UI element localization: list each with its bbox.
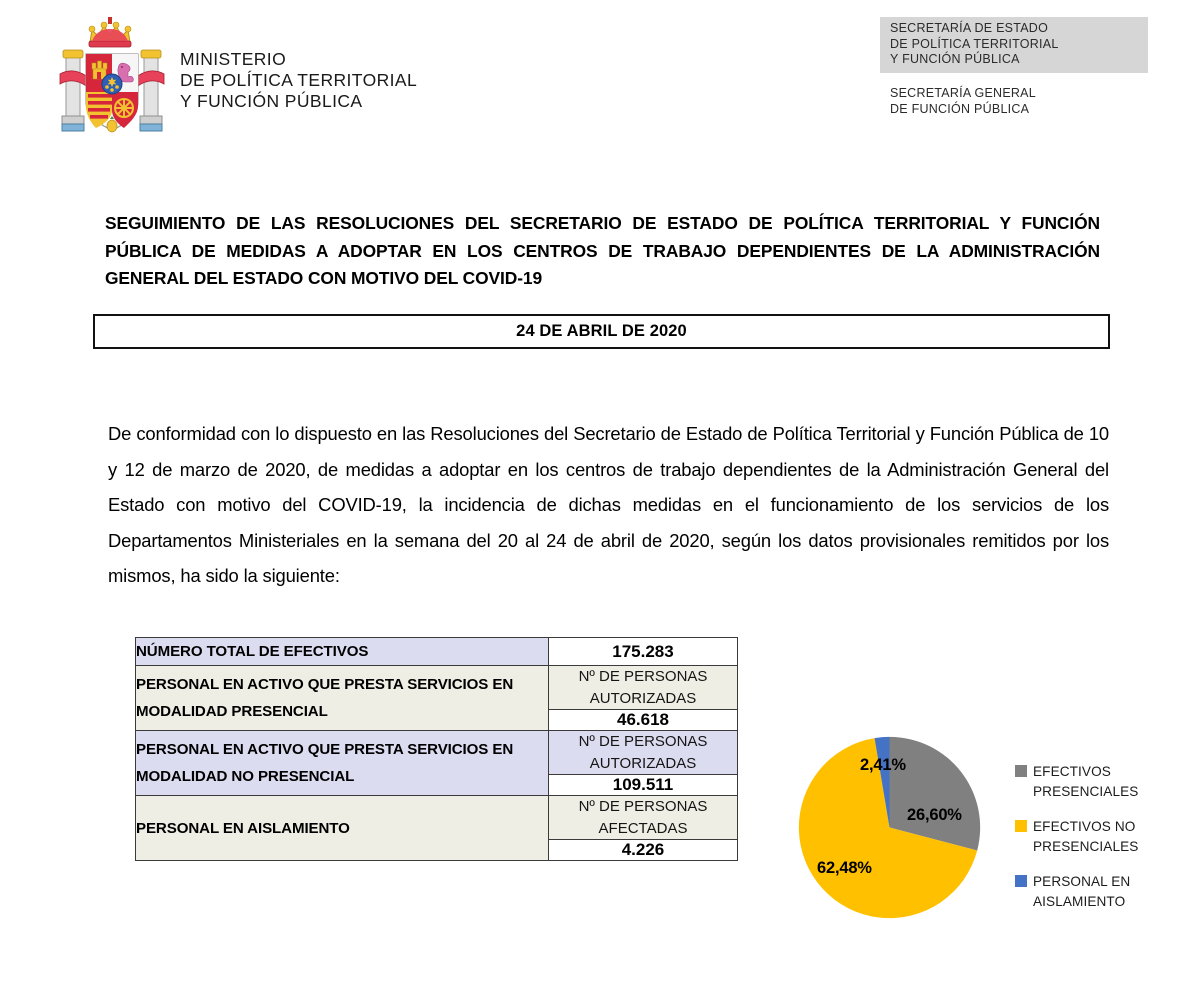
legend-label-line2: PRESENCIALES	[1033, 783, 1139, 799]
row-label-total: NÚMERO TOTAL DE EFECTIVOS	[136, 638, 549, 666]
legend-label-line1: PERSONAL EN	[1033, 874, 1131, 889]
legend-swatch-icon	[1015, 820, 1027, 832]
chart-legend	[1015, 762, 1195, 927]
ministry-line-1: MINISTERIO	[180, 48, 287, 69]
secretaria-estado-line-1: SECRETARÍA DE ESTADO	[890, 21, 1049, 35]
table-row	[136, 731, 738, 775]
ministry-line-2: DE POLÍTICA TERRITORIAL	[180, 69, 418, 90]
legend-swatch-icon	[1015, 875, 1027, 887]
legend-item-presenciales	[1015, 762, 1195, 801]
spain-coat-of-arms-icon	[52, 16, 172, 144]
pie-label-presenciales: 26,60%	[907, 806, 962, 824]
legend-item-aislamiento	[1015, 872, 1195, 911]
document-header	[0, 0, 1200, 160]
pie-label-no-presenciales: 62,48%	[817, 859, 872, 877]
row-label-presencial: PERSONAL EN ACTIVO QUE PRESTA SERVICIOS EN MODALIDAD PRESENCIAL	[136, 666, 549, 731]
document-date: 24 DE ABRIL DE 2020	[516, 322, 687, 340]
row-value-aislamiento: 4.226	[549, 840, 738, 861]
row-label-aislamiento: PERSONAL EN AISLAMIENTO	[136, 796, 549, 861]
table-row	[136, 638, 738, 666]
secretaria-estado-line-2: DE POLÍTICA TERRITORIAL	[890, 36, 1059, 51]
legend-item-no-presenciales	[1015, 817, 1195, 856]
secretaria-general-block	[890, 86, 1036, 117]
legend-label-line1: EFECTIVOS NO	[1033, 819, 1136, 834]
legend-swatch-icon	[1015, 765, 1027, 777]
row-subheader-no-presencial: Nº DE PERSONAS AUTORIZADAS	[549, 731, 738, 775]
table-row	[136, 666, 738, 710]
secretaria-general-line-2: DE FUNCIÓN PÚBLICA	[890, 101, 1030, 116]
legend-label-line2: AISLAMIENTO	[1033, 893, 1126, 909]
secretaria-general-line-1: SECRETARÍA GENERAL	[890, 86, 1036, 100]
row-label-no-presencial: PERSONAL EN ACTIVO QUE PRESTA SERVICIOS EN MODALIDAD NO PRESENCIAL	[136, 731, 549, 796]
row-subheader-presencial: Nº DE PERSONAS AUTORIZADAS	[549, 666, 738, 710]
secretaria-estado-line-3: Y FUNCIÓN PÚBLICA	[890, 52, 1020, 66]
pie-chart	[760, 726, 1200, 1007]
page-title: SEGUIMIENTO DE LAS RESOLUCIONES DEL SECRETARIO DE ESTADO DE POLÍTICA TERRITORIAL Y FUNCIÓN PÚBLICA DE MEDIDAS A ADOPTAR EN LOS CENTROS DE TRABAJO DEPENDIENTES DE LA ADMINISTRACIÓN GENERAL DEL ESTADO CON MOTIVO DEL COVID-19	[105, 213, 1100, 288]
ministry-line-3: Y FUNCIÓN PÚBLICA	[180, 90, 363, 111]
table-row	[136, 796, 738, 840]
legend-label-line2: PRESENCIALES	[1033, 838, 1139, 854]
legend-label-line1: EFECTIVOS	[1033, 764, 1111, 779]
row-value-presencial: 46.618	[549, 710, 738, 731]
summary-table	[135, 637, 738, 861]
row-value-no-presencial: 109.511	[549, 775, 738, 796]
ministry-name	[180, 49, 417, 112]
intro-paragraph: De conformidad con lo dispuesto en las Resoluciones del Secretario de Estado de Política Territorial y Función Pública de 10 y 12 de marzo de 2020, de medidas a adoptar en los centros de trabajo dependientes de la Administración General del Estado con motivo del COVID-19, la incidencia de dichas medidas en el funcionamiento de los servicios de los Departamentos Ministeriales en la semana del 20 al 24 de abril de 2020, según los datos provisionales remitidos por los mismos, ha sido la siguiente:	[108, 423, 1109, 586]
row-subheader-aislamiento: Nº DE PERSONAS AFECTADAS	[549, 796, 738, 840]
pie-label-aislamiento: 2,41%	[860, 756, 906, 774]
row-value-total: 175.283	[549, 638, 738, 666]
secretaria-estado-block	[880, 17, 1148, 73]
ministry-branding	[52, 16, 417, 144]
document-date-box	[93, 314, 1110, 349]
